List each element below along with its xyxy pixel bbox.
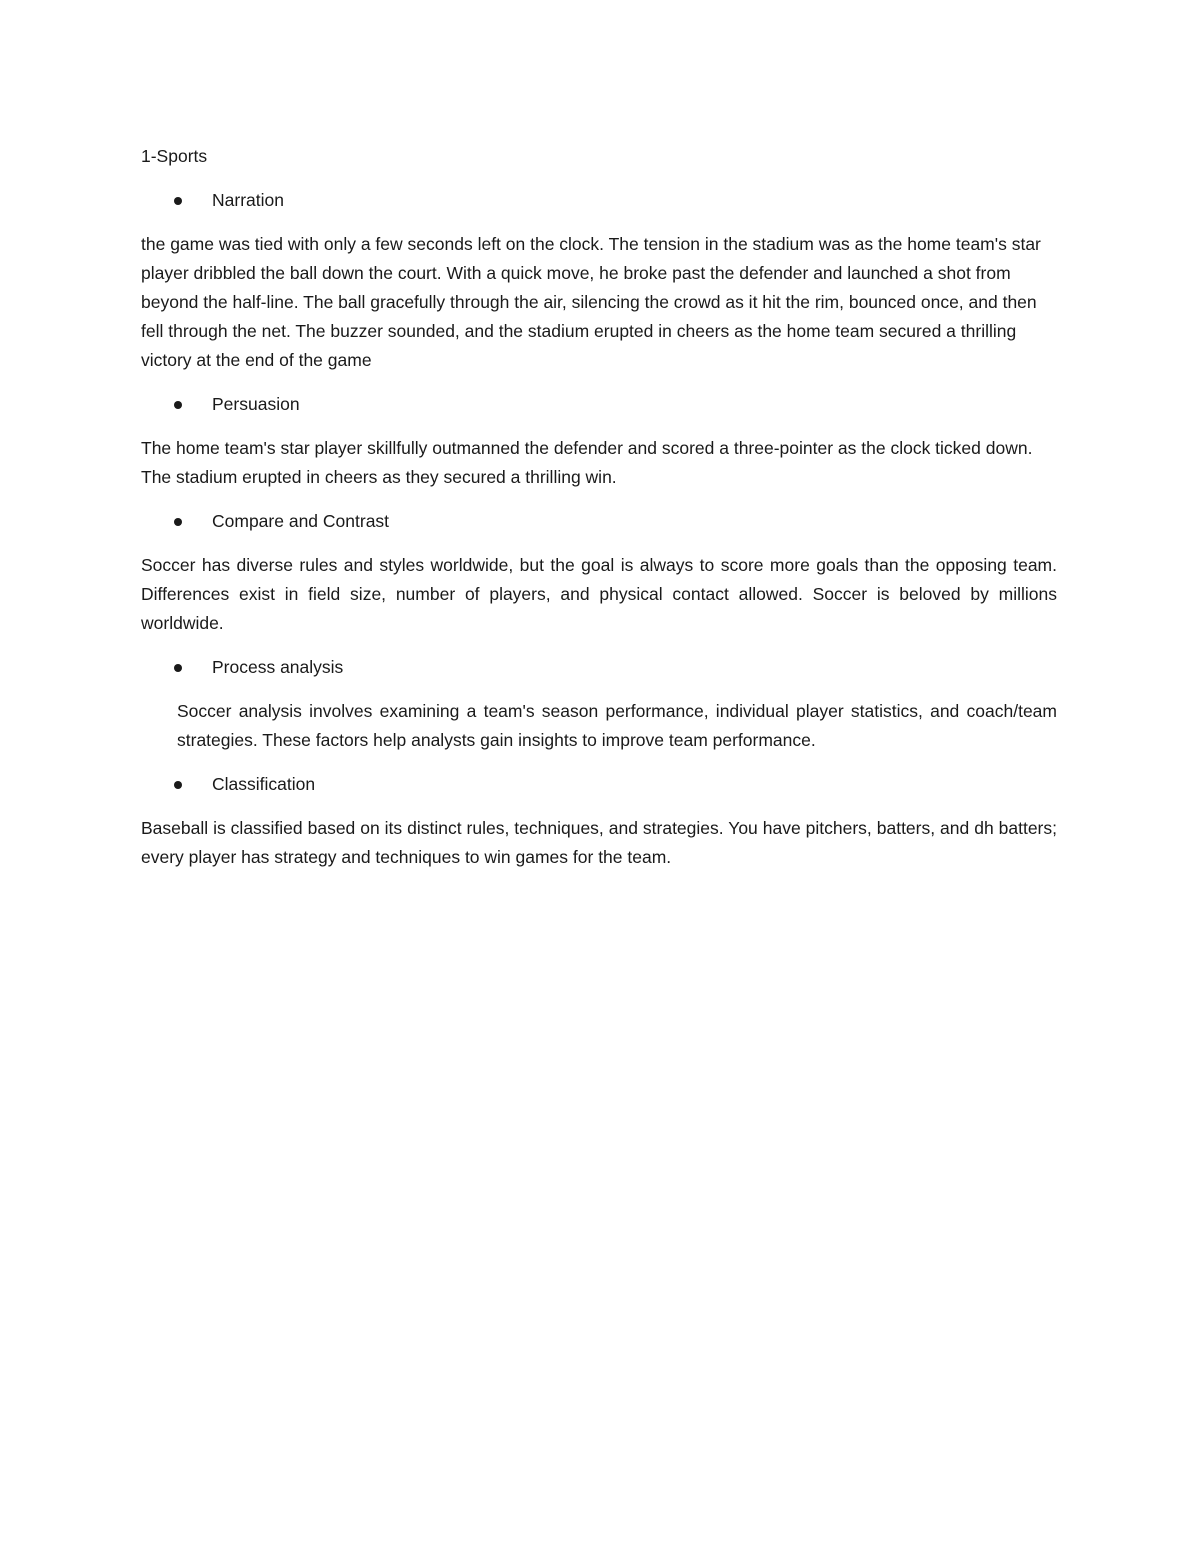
document-title: 1-Sports	[141, 146, 208, 166]
section-paragraph-persuasion: The home team's star player skillfully outmanned the defender and scored a three-pointer as the clock ticked down. The stadium erupted in cheers as they secured a thrilling win.	[141, 438, 1033, 487]
section-heading: Classification	[212, 774, 316, 794]
bullet-process-analysis	[141, 653, 1057, 682]
document-body	[141, 142, 1057, 887]
section-paragraph-process-analysis: Soccer analysis involves examining a team's season performance, individual player statistics, and coach/team strategies. These factors help analysts gain insights to improve team performance.	[177, 701, 1057, 750]
bullet-point-icon	[174, 518, 182, 526]
bullet-narration	[141, 186, 1057, 215]
section-paragraph-compare-contrast: Soccer has diverse rules and styles worldwide, but the goal is always to score more goals than the opposing team. Differences exist in field size, number of players, and physical contact allowed. Soccer is beloved by millions worldwide.	[141, 555, 1057, 633]
bullet-classification	[141, 770, 1057, 799]
bullet-point-icon	[174, 401, 182, 409]
section-heading: Persuasion	[212, 394, 300, 414]
section-paragraph-narration: the game was tied with only a few seconds left on the clock. The tension in the stadium was as the home team's star player dribbled the ball down the court. With a quick move, he broke past the defender and launched a shot from beyond the half-line. The ball gracefully through the air, silencing the crowd as it hit the rim, bounced once, and then fell through the net. The buzzer sounded, and the stadium erupted in cheers as the home team secured a thrilling victory at the end of the game	[141, 234, 1041, 370]
section-heading: Process analysis	[212, 657, 344, 677]
bullet-compare-contrast	[141, 507, 1057, 536]
bullet-point-icon	[174, 664, 182, 672]
section-heading: Compare and Contrast	[212, 511, 390, 531]
bullet-point-icon	[174, 781, 182, 789]
bullet-persuasion	[141, 390, 1057, 419]
bullet-point-icon	[174, 197, 182, 205]
section-heading: Narration	[212, 190, 284, 210]
section-paragraph-classification: Baseball is classified based on its distinct rules, techniques, and strategies. You have pitchers, batters, and dh batters; every player has strategy and techniques to win games for the team.	[141, 818, 1057, 867]
